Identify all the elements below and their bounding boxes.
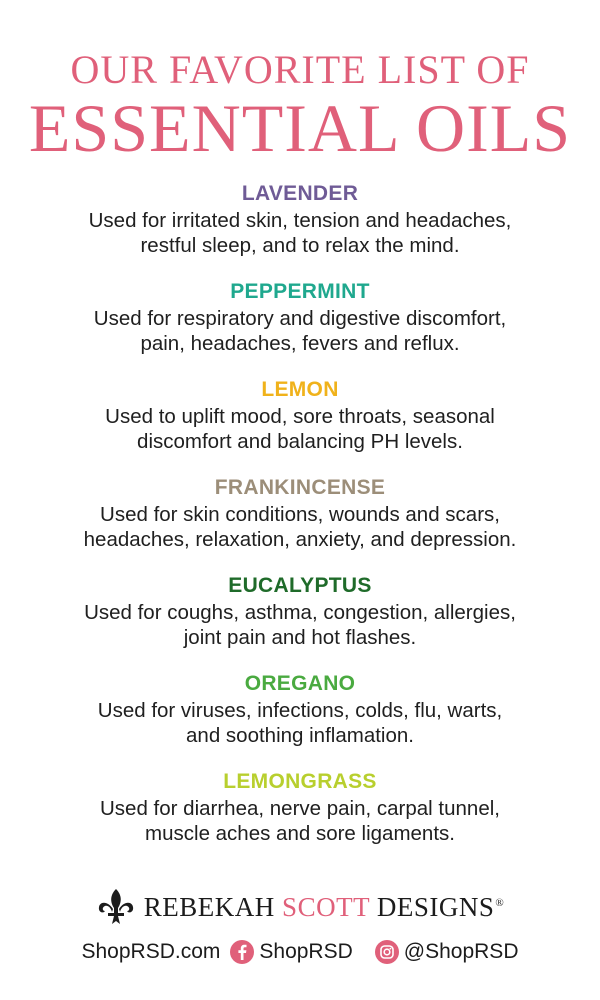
oil-name: OREGANO xyxy=(244,672,356,695)
oil-name: EUCALYPTUS xyxy=(228,574,372,597)
oil-item-oregano xyxy=(0,670,600,768)
oil-name: FRANKINCENSE xyxy=(214,476,386,499)
oil-item-lemongrass xyxy=(0,768,600,866)
oil-item-lemon xyxy=(0,376,600,474)
oil-item-lavender xyxy=(0,180,600,278)
oil-item-frankincense xyxy=(0,474,600,572)
instagram-handle[interactable]: @ShopRSD xyxy=(403,940,519,963)
oil-description: Used for coughs, asthma, congestion, allergies, joint pain and hot flashes. xyxy=(84,601,516,649)
oil-description: Used for skin conditions, wounds and scars, headaches, relaxation, anxiety, and depression. xyxy=(83,503,517,551)
oil-name: LEMONGRASS xyxy=(223,770,377,793)
facebook-icon[interactable] xyxy=(230,940,254,964)
brand-name-part-2: SCOTT xyxy=(282,891,370,922)
brand-logo xyxy=(0,884,600,930)
registered-mark: ® xyxy=(495,896,505,909)
oil-list xyxy=(0,180,600,866)
instagram-icon[interactable] xyxy=(375,940,399,964)
oil-description: Used for respiratory and digestive discomfort, pain, headaches, fevers and reflux. xyxy=(93,307,507,355)
oil-item-peppermint xyxy=(0,278,600,376)
facebook-handle[interactable]: ShopRSD xyxy=(259,940,353,963)
fleur-de-lis-icon xyxy=(96,887,136,927)
oil-name: PEPPERMINT xyxy=(230,280,370,303)
oil-description: Used for irritated skin, tension and headaches, restful sleep, and to relax the mind. xyxy=(88,209,512,257)
title-line-2: ESSENTIAL OILS xyxy=(28,90,572,166)
oil-name: LEMON xyxy=(261,378,339,401)
oil-item-eucalyptus xyxy=(0,572,600,670)
oil-description: Used to uplift mood, sore throats, seasonal discomfort and balancing PH levels. xyxy=(105,405,495,453)
brand-name xyxy=(144,892,504,923)
oil-description: Used for viruses, infections, colds, flu, warts, and soothing inflamation. xyxy=(97,699,503,747)
website-link[interactable]: ShopRSD.com xyxy=(81,940,221,963)
brand-name-part-1: REBEKAH xyxy=(143,891,283,922)
oil-description: Used for diarrhea, nerve pain, carpal tunnel, muscle aches and sore ligaments. xyxy=(100,797,500,845)
brand-name-part-3: DESIGNS xyxy=(369,891,495,922)
title-line-1: OUR FAVORITE LIST OF xyxy=(70,47,530,92)
contact-bar xyxy=(0,934,600,970)
oil-name: LAVENDER xyxy=(241,182,359,205)
